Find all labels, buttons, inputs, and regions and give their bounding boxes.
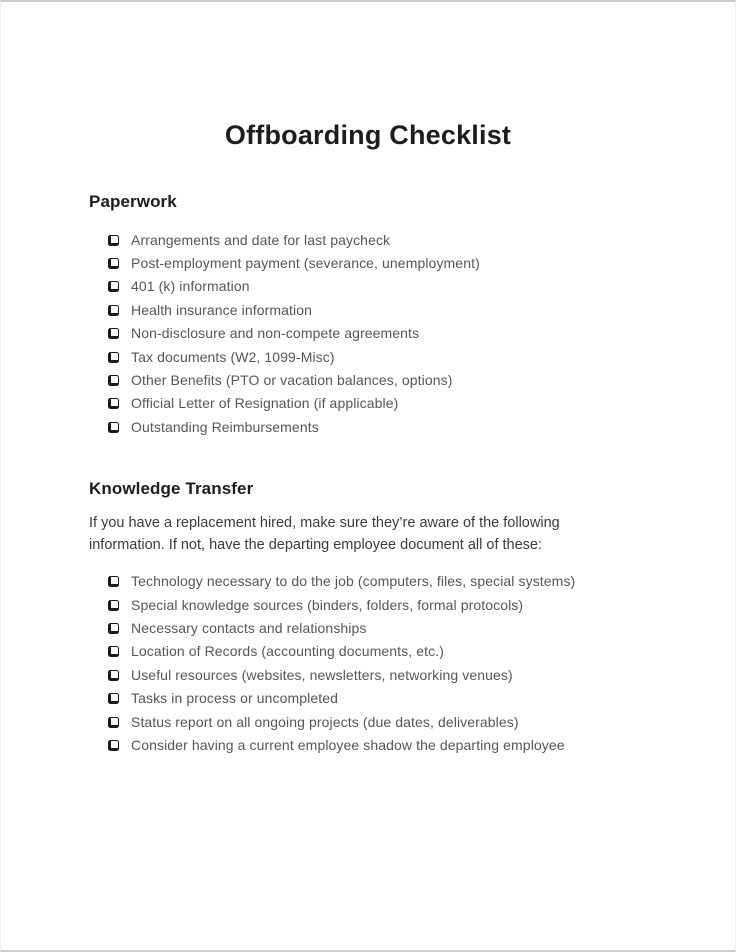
checklist-item bbox=[108, 251, 655, 274]
intro-line-2: information. If not, have the departing employee document all of these: bbox=[89, 536, 542, 553]
checkbox-icon bbox=[108, 576, 119, 587]
checkbox-icon bbox=[108, 670, 119, 681]
checkbox-icon bbox=[108, 422, 119, 433]
checklist-item-label: Outstanding Reimbursements bbox=[131, 418, 319, 435]
checkbox-icon bbox=[108, 258, 119, 269]
checklist-item bbox=[108, 322, 655, 345]
section-intro bbox=[89, 512, 655, 556]
checklist-item bbox=[108, 733, 655, 756]
checklist-item bbox=[108, 368, 655, 391]
checklist-item-label: Non-disclosure and non-compete agreements bbox=[131, 325, 420, 342]
checkbox-icon bbox=[108, 740, 119, 751]
checklist-item-label: Health insurance information bbox=[131, 301, 313, 318]
checklist-item-label: Necessary contacts and relationships bbox=[131, 619, 367, 636]
checklist-item-label: Special knowledge sources (binders, folders, formal protocols) bbox=[131, 596, 524, 613]
checklist-item bbox=[108, 686, 655, 709]
checkbox-icon bbox=[108, 281, 119, 292]
checkbox-icon bbox=[108, 717, 119, 728]
checklist-item bbox=[108, 275, 655, 298]
checklist-item-label: Tax documents (W2, 1099-Misc) bbox=[131, 348, 335, 365]
intro-line-1: If you have a replacement hired, make sure they’re aware of the following bbox=[89, 514, 560, 531]
section-paperwork bbox=[89, 190, 655, 439]
checklist-item bbox=[108, 345, 655, 368]
checkbox-icon bbox=[108, 328, 119, 339]
checkbox-icon bbox=[108, 235, 119, 246]
section-heading-knowledge-transfer: Knowledge Transfer bbox=[89, 478, 254, 498]
checklist-item-label: Technology necessary to do the job (computers, files, special systems) bbox=[131, 573, 576, 590]
checklist-item-label: Useful resources (websites, newsletters, networking venues) bbox=[131, 666, 513, 683]
checklist-item bbox=[108, 640, 655, 663]
checklist-item bbox=[108, 593, 655, 616]
page-title: Offboarding Checklist bbox=[224, 120, 512, 150]
checklist-item bbox=[108, 298, 655, 321]
checklist-item bbox=[108, 570, 655, 593]
checklist-item bbox=[108, 710, 655, 733]
checklist-item-label: Status report on all ongoing projects (due dates, deliverables) bbox=[131, 713, 519, 730]
checkbox-icon bbox=[108, 623, 119, 634]
checkbox-icon bbox=[108, 646, 119, 657]
knowledge-transfer-checklist bbox=[89, 570, 655, 757]
checkbox-icon bbox=[108, 693, 119, 704]
checkbox-icon bbox=[108, 600, 119, 611]
checklist-item bbox=[108, 392, 655, 415]
section-knowledge-transfer bbox=[89, 477, 655, 757]
section-heading-paperwork: Paperwork bbox=[89, 192, 177, 211]
checkbox-icon bbox=[108, 352, 119, 363]
checklist-item-label: Location of Records (accounting documents, etc.) bbox=[131, 643, 444, 660]
checklist-item bbox=[108, 616, 655, 639]
checklist-item-label: Post-employment payment (severance, unemployment) bbox=[131, 255, 480, 272]
checklist-item-label: Other Benefits (PTO or vacation balances, options) bbox=[131, 372, 453, 389]
checkbox-icon bbox=[108, 398, 119, 409]
checklist-item bbox=[108, 228, 655, 251]
checklist-item-label: 401 (k) information bbox=[131, 278, 250, 295]
checklist-item bbox=[108, 663, 655, 686]
checklist-item bbox=[108, 415, 655, 438]
checkbox-icon bbox=[108, 375, 119, 386]
checklist-item-label: Official Letter of Resignation (if applicable) bbox=[131, 395, 399, 412]
paperwork-checklist bbox=[89, 228, 655, 439]
checklist-item-label: Tasks in process or uncompleted bbox=[131, 690, 338, 707]
checklist-item-label: Arrangements and date for last paycheck bbox=[131, 231, 391, 248]
checkbox-icon bbox=[108, 305, 119, 316]
checklist-item-label: Consider having a current employee shadow the departing employee bbox=[131, 736, 565, 753]
